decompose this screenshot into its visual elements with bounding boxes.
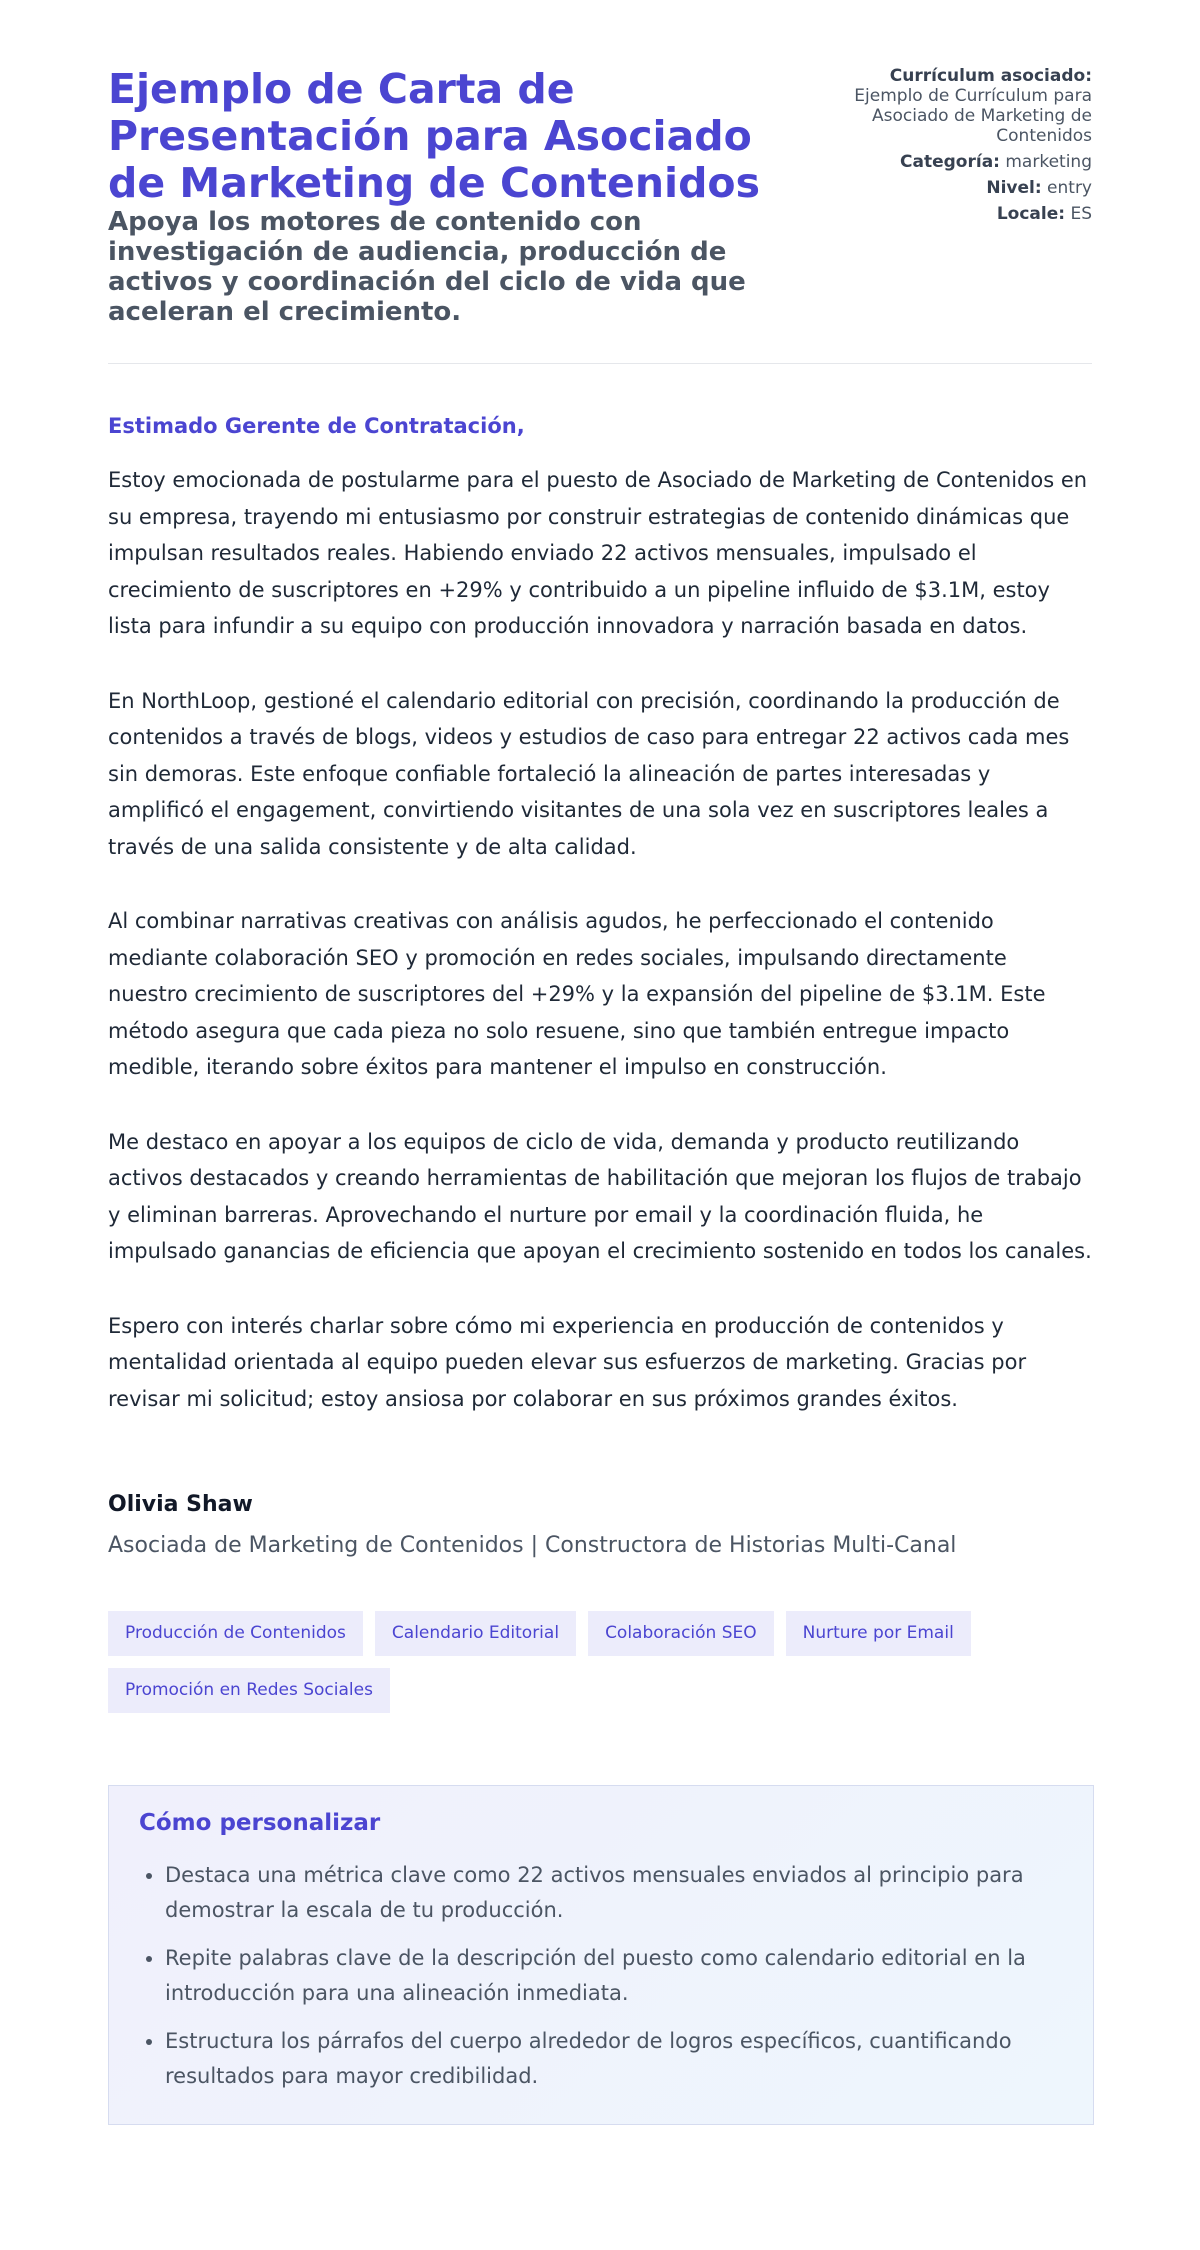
skill-tag: Promoción en Redes Sociales: [108, 1668, 390, 1713]
meta-level: [822, 178, 1092, 198]
page-subtitle: Apoya los motores de contenido con investigación de audiencia, producción de activos y coordinación del ciclo de vida que aceleran el crecimiento.: [108, 207, 746, 327]
meta-resume-label: Currículum asociado:: [889, 66, 1092, 86]
page-header: [108, 66, 1092, 327]
tips-list: [139, 1858, 1063, 2094]
tips-list-item: • Estructura los párrafos del cuerpo alrededor de logros específicos, cuantificando resultados para mayor credibilidad.: [165, 2024, 1063, 2094]
letter-paragraph: Me destaco en apoyar a los equipos de ciclo de vida, demanda y producto reutilizando activos destacados y creando herramientas de habilitación que mejoran los flujos de trabajo y eliminan barreras. Aprovechando el nurture por email y la coordinación fluida, he impulsado ganancias de eficiencia que apoyan el crecimiento sostenido en todos los canales.: [108, 1129, 1092, 1263]
letter-greeting: Estimado Gerente de Contratación,: [108, 414, 525, 438]
letter-paragraph: Espero con interés charlar sobre cómo mi experiencia en producción de contenidos y mentalidad orientada al equipo pueden elevar sus esfuerzos de marketing. Gracias por revisar mi solicitud; estoy ansiosa por colaborar en sus próximos grandes éxitos.: [108, 1313, 1027, 1411]
skill-tag: Colaboración SEO: [588, 1611, 774, 1656]
letter-body: [108, 412, 1092, 1417]
letter-paragraph: En NorthLoop, gestioné el calendario editorial con precisión, coordinando la producción de contenidos a través de blogs, videos y estudios de caso para entregar 22 activos cada mes sin demoras. Este enfoque confiable fortaleció la alineación de partes interesadas y amplificó el engagement, convirtiendo visitantes de una sola vez en suscriptores leales a través de una salida consistente y de alta calidad.: [108, 688, 1070, 859]
tips-list-item: • Repite palabras clave de la descripción del puesto como calendario editorial en la introducción para una alineación inmediata.: [165, 1941, 1063, 2011]
header-titles: [108, 66, 808, 327]
meta-locale: [822, 204, 1092, 224]
skill-tag: Producción de Contenidos: [108, 1611, 363, 1656]
skill-tag: Nurture por Email: [786, 1611, 971, 1656]
meta-locale-value: ES: [1070, 204, 1092, 224]
meta-category-value: marketing: [1005, 152, 1092, 172]
meta-level-value: entry: [1047, 178, 1092, 198]
signature-block: [108, 1491, 1092, 1561]
meta-category: [822, 152, 1092, 172]
letter-paragraph: Al combinar narrativas creativas con análisis agudos, he perfeccionado el contenido mediante colaboración SEO y promoción en redes sociales, impulsando directamente nuestro crecimiento de suscriptores del +29% y la expansión del pipeline de $3.1M. Este método asegura que cada pieza no solo resuene, sino que también entregue impacto medible, iterando sobre éxitos para mantener el impulso en construcción.: [108, 909, 1046, 1079]
letter-paragraph: Estoy emocionada de postularme para el puesto de Asociado de Marketing de Contenidos en su empresa, trayendo mi entusiasmo por construir estrategias de contenido dinámicas que impulsan resultados reales. Habiendo enviado 22 activos mensuales, impulsado el crecimiento de suscriptores en +29% y contribuido a un pipeline influido de $3.1M, estoy lista para infundir a su equipo con producción innovadora y narración basada en datos.: [108, 468, 1088, 638]
signature-name: Olivia Shaw: [108, 1492, 253, 1517]
customization-tips-box: [108, 1785, 1094, 2125]
skill-tags: [108, 1611, 1098, 1725]
skill-tag: Calendario Editorial: [375, 1611, 576, 1656]
page-title: Ejemplo de Carta de Presentación para Asociado de Marketing de Contenidos: [108, 65, 760, 207]
meta-level-label: Nivel:: [986, 178, 1042, 198]
header-divider: [108, 363, 1092, 364]
meta-resume-value: Ejemplo de Currículum para Asociado de Marketing de Contenidos: [854, 86, 1092, 146]
signature-role: Asociada de Marketing de Contenidos | Constructora de Historias Multi-Canal: [108, 1533, 957, 1558]
metadata-panel: [822, 66, 1092, 224]
tips-title: Cómo personalizar: [139, 1810, 381, 1836]
tips-list-item: • Destaca una métrica clave como 22 activos mensuales enviados al principio para demostrar la escala de tu producción.: [165, 1858, 1063, 1928]
meta-category-label: Categoría:: [900, 152, 1000, 172]
meta-locale-label: Locale:: [996, 204, 1066, 224]
